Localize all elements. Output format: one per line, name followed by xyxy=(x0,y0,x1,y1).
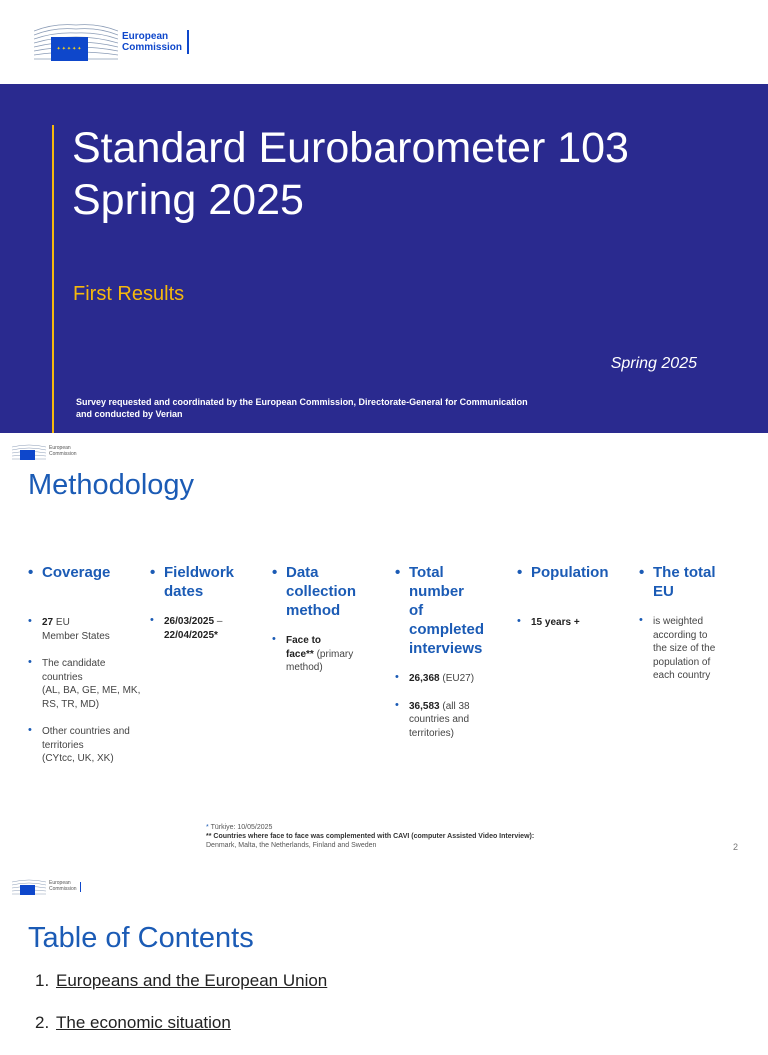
logo-divider xyxy=(187,30,189,54)
column-heading-line: • Fieldwork xyxy=(164,564,235,581)
methodology-column xyxy=(28,563,146,766)
toc-item-link[interactable]: Europeans and the European Union xyxy=(56,971,328,990)
column-heading-line: number xyxy=(409,583,465,600)
methodology-slide xyxy=(0,433,768,870)
column-heading xyxy=(28,563,146,582)
column-item: • 26,368 (EU27) xyxy=(395,672,513,686)
toc-title: Table of Contents xyxy=(28,922,254,954)
eu-flag-icon xyxy=(20,450,35,460)
cover-credit-line2: and conducted by Verian xyxy=(76,409,183,419)
footnote-cavi: ** Countries where face to face was complemented with CAVI (computer Assisted Video Interview): xyxy=(206,833,535,840)
column-heading xyxy=(272,563,390,620)
column-heading-line: completed xyxy=(409,621,485,638)
footnote-turkiye: * Türkiye: 10/05/2025 xyxy=(206,824,273,831)
commission-building-icon xyxy=(34,21,118,63)
eu-flag-icon xyxy=(20,885,35,895)
toc-list xyxy=(35,971,327,1055)
column-heading-line: EU xyxy=(653,583,674,600)
commission-building-icon xyxy=(12,443,46,461)
cover-subtitle: First Results xyxy=(73,283,185,305)
org-name-line1: European xyxy=(122,30,169,42)
column-item: • Face to face** (primary method) xyxy=(272,634,390,675)
cover-credit xyxy=(76,396,576,420)
column-heading-line: • Coverage xyxy=(42,564,111,581)
column-heading-line: • Data xyxy=(286,564,319,581)
column-heading xyxy=(639,563,757,601)
column-item: • is weighted according to the size of the population of each country xyxy=(639,615,757,683)
toc-item[interactable] xyxy=(35,971,327,1013)
cover-title-line1: Standard Eurobarometer 103 xyxy=(72,124,629,172)
org-name-line2: Commission xyxy=(49,451,77,457)
cover-title xyxy=(72,122,752,226)
column-heading-line: • The total xyxy=(653,564,716,581)
methodology-column xyxy=(639,563,757,683)
toc-item-number: 1. xyxy=(35,971,50,990)
column-item: • 36,583 (all 38 countries and territories) xyxy=(395,700,513,741)
methodology-column xyxy=(150,563,268,642)
column-heading-line: of xyxy=(409,602,424,619)
methodology-title: Methodology xyxy=(28,469,195,501)
page-number: 2 xyxy=(733,842,739,852)
methodology-column xyxy=(517,563,635,630)
methodology-column xyxy=(272,563,390,675)
org-name-line1: European xyxy=(49,880,71,887)
column-heading-line: method xyxy=(286,602,341,619)
toc-item-number: 2. xyxy=(35,1013,50,1032)
toc-item[interactable] xyxy=(35,1013,327,1055)
logo-divider xyxy=(80,882,81,892)
column-item: • 27 EU Member States xyxy=(28,616,146,643)
cover-credit-line1: Survey requested and coordinated by the European Commission, Directorate-General for Communication xyxy=(76,397,528,407)
methodology-column xyxy=(395,563,513,740)
european-commission-logo xyxy=(34,21,189,63)
column-item: • Other countries and territories (CYtcc, UK, XK) xyxy=(28,725,146,766)
cover-header xyxy=(0,0,768,84)
european-commission-logo-small xyxy=(12,878,81,896)
column-heading-line: dates xyxy=(164,583,204,600)
org-name-line1: European xyxy=(49,445,71,452)
column-heading xyxy=(150,563,268,601)
column-heading xyxy=(395,563,513,658)
european-commission-logo-small xyxy=(12,443,77,461)
org-name-line2: Commission xyxy=(49,886,77,892)
footnotes xyxy=(206,823,726,850)
org-name-line2: Commission xyxy=(122,42,183,53)
eu-flag-icon: ✦✦✦✦✦ xyxy=(51,37,88,61)
toc-slide xyxy=(0,870,768,1032)
column-item: • 15 years + xyxy=(517,616,635,630)
footnote-countries: Denmark, Malta, the Netherlands, Finland and Sweden xyxy=(206,842,377,849)
column-heading xyxy=(517,563,635,582)
column-heading-line: • Population xyxy=(531,564,609,581)
cover-date: Spring 2025 xyxy=(610,355,697,372)
column-heading-line: • Total xyxy=(409,564,444,581)
column-heading-line: interviews xyxy=(409,640,483,657)
column-item: • 26/03/2025 – 22/04/2025* xyxy=(150,615,268,642)
cover-title-line2: Spring 2025 xyxy=(72,176,304,224)
column-heading-line: collection xyxy=(286,583,357,600)
toc-item-link[interactable]: The economic situation xyxy=(56,1013,231,1032)
cover-accent-line xyxy=(52,125,54,433)
commission-building-icon xyxy=(12,878,46,896)
column-item: • The candidate countries (AL, BA, GE, ME, MK, RS, TR, MD) xyxy=(28,657,146,711)
